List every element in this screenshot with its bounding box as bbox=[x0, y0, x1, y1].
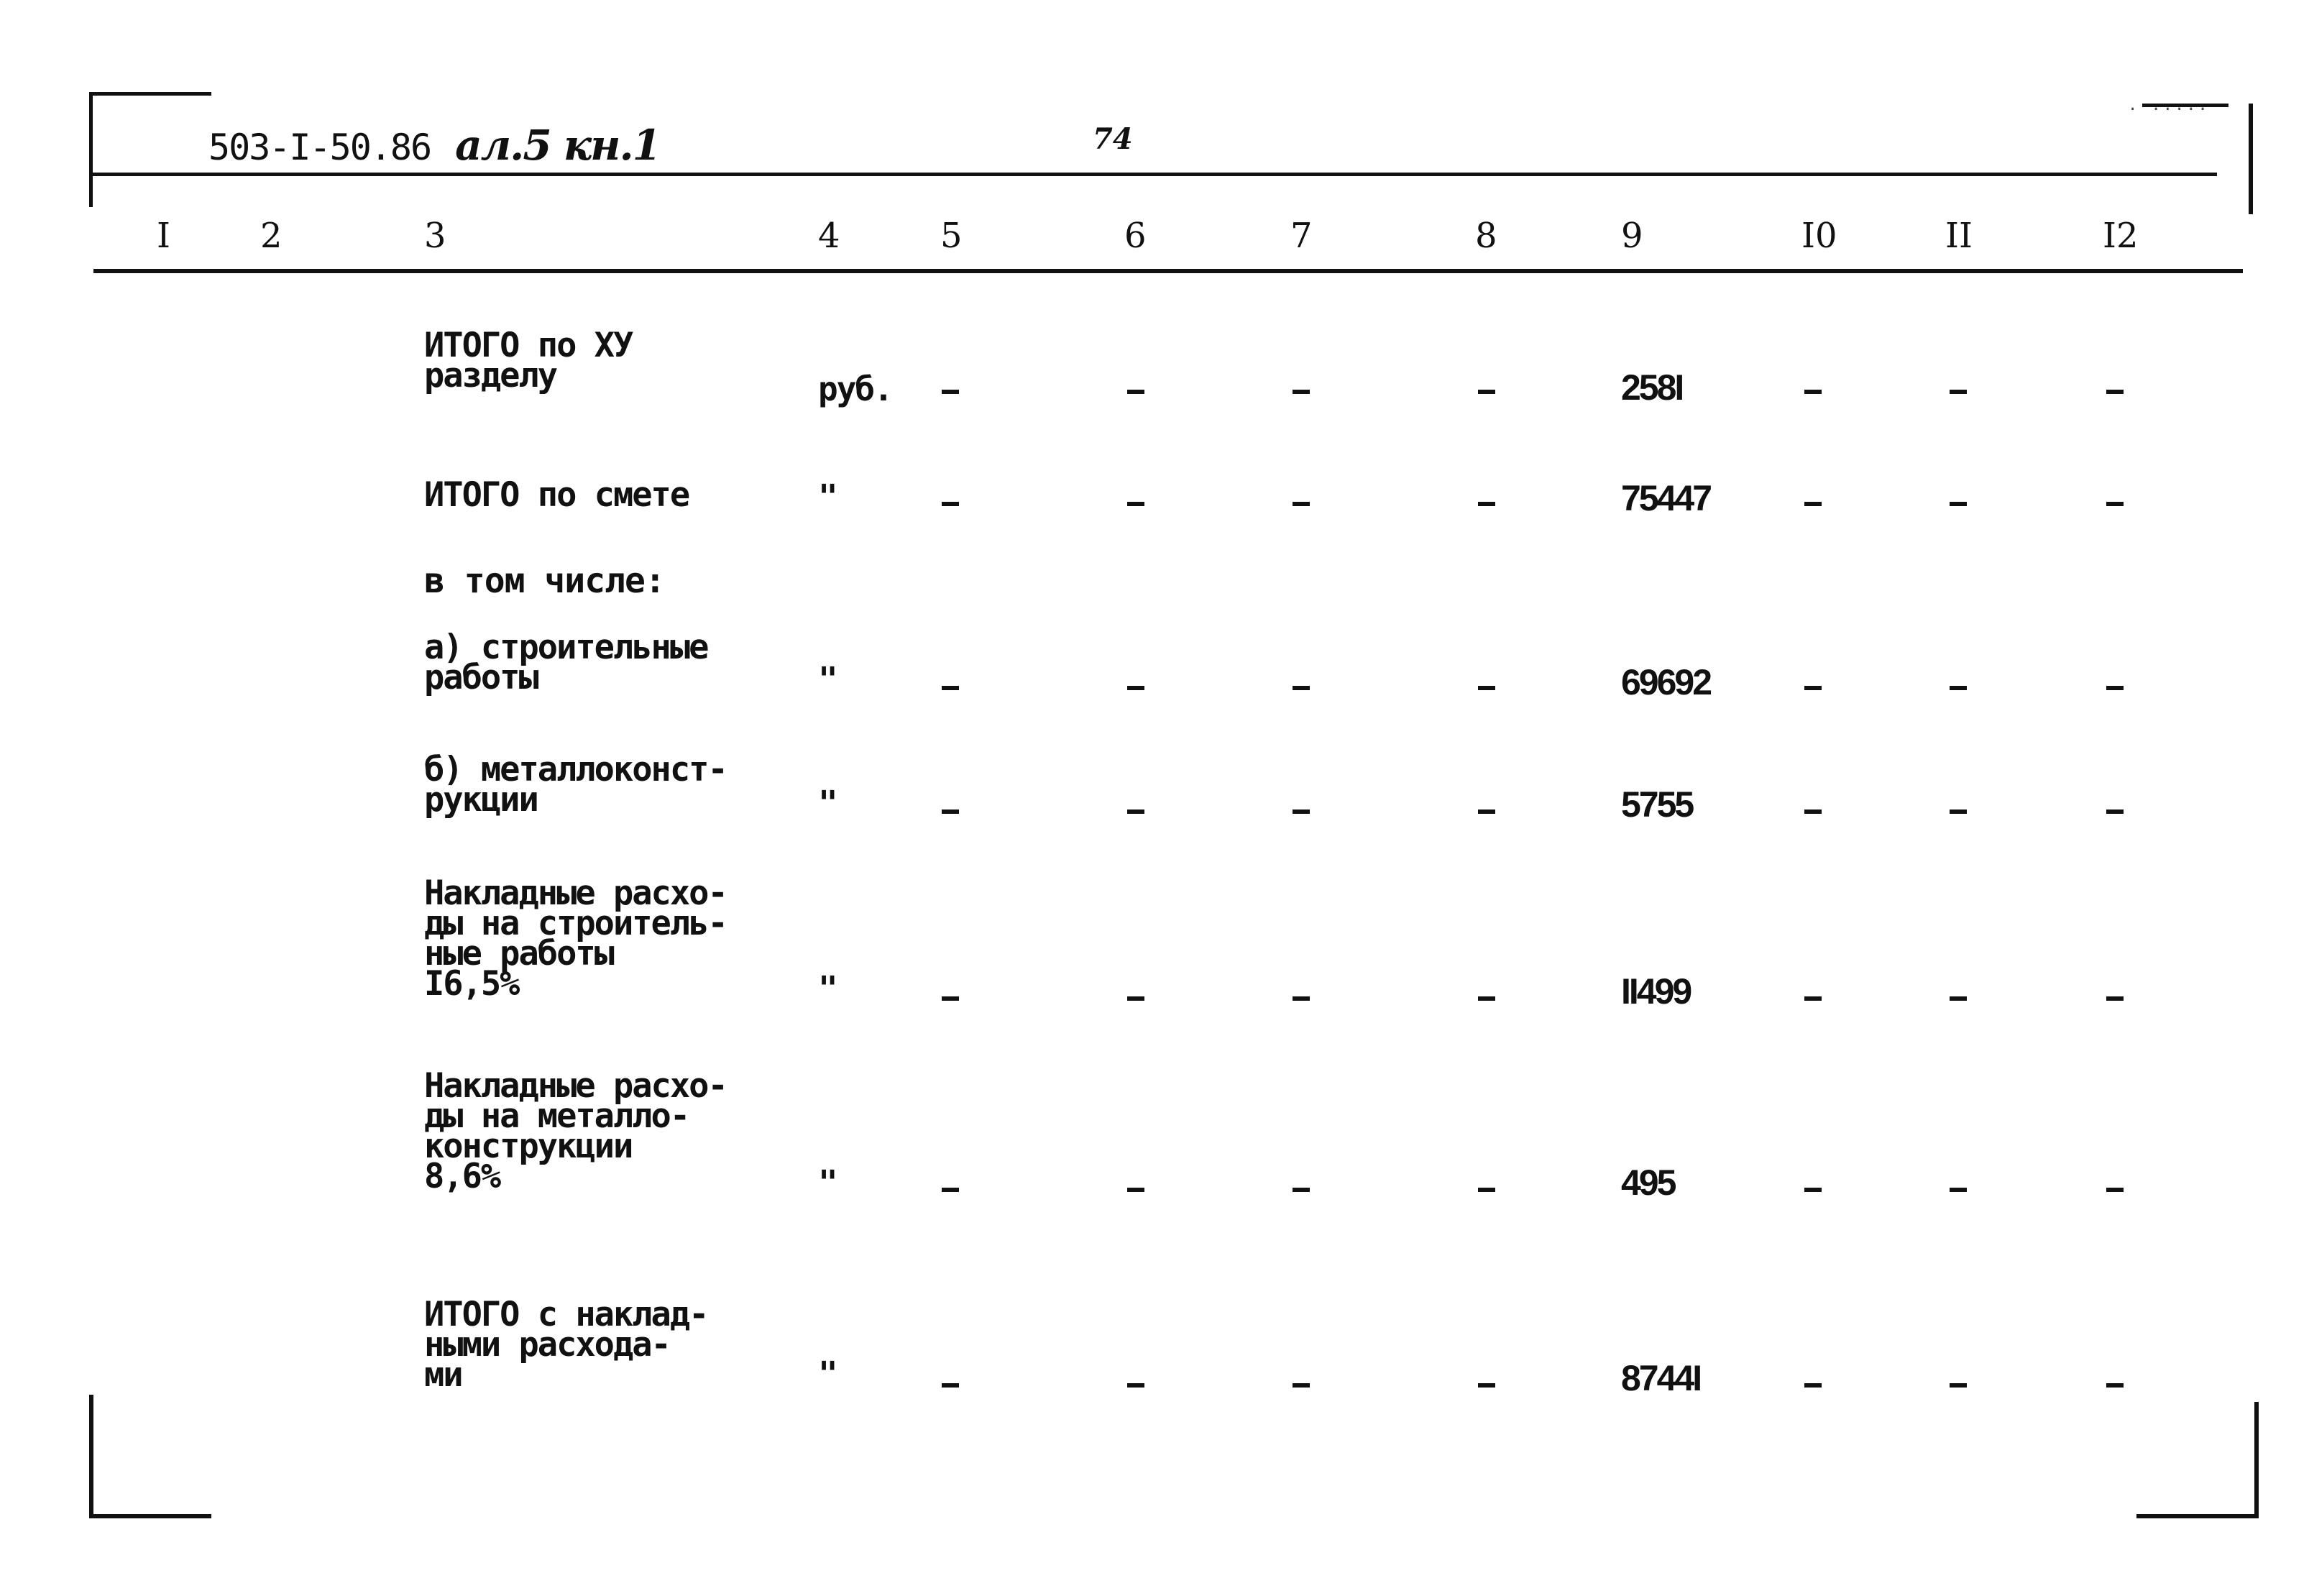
dash-col-6 bbox=[1127, 1188, 1144, 1192]
row-amount: II499 bbox=[1621, 971, 1691, 1012]
dash-col-5 bbox=[942, 502, 959, 506]
row-amount: 69692 bbox=[1621, 662, 1711, 702]
row-unit: руб. bbox=[818, 370, 892, 408]
column-header-6: 6 bbox=[1124, 216, 1147, 256]
dash-col-12 bbox=[2106, 1188, 2124, 1192]
row-amount: 495 bbox=[1621, 1162, 1675, 1203]
row-amount: 8744I bbox=[1621, 1358, 1701, 1398]
row-unit: " bbox=[818, 660, 837, 699]
document-code-handwritten: ал.5 кн.1 bbox=[455, 121, 660, 170]
frame-bottom-right-vertical bbox=[2254, 1402, 2259, 1518]
dash-col-6 bbox=[1127, 686, 1144, 690]
dash-col-5 bbox=[942, 686, 959, 690]
row-description: б) металлоконст- рукции bbox=[424, 750, 727, 820]
dash-col-5 bbox=[942, 996, 959, 1001]
dash-col-6 bbox=[1127, 502, 1144, 506]
column-header-5: 5 bbox=[940, 216, 963, 256]
row-unit: " bbox=[818, 1163, 837, 1202]
dash-col-8 bbox=[1478, 810, 1495, 814]
dash-col-12 bbox=[2106, 502, 2124, 506]
column-header-3: 3 bbox=[424, 216, 446, 256]
row-description: а) строительные работы bbox=[424, 628, 708, 697]
dash-col-10 bbox=[1804, 390, 1822, 394]
dash-col-11 bbox=[1950, 686, 1967, 690]
dash-col-10 bbox=[1804, 1188, 1822, 1192]
frame-bottom-right-horizontal bbox=[2136, 1514, 2259, 1518]
dash-col-6 bbox=[1127, 390, 1144, 394]
dash-col-10 bbox=[1804, 502, 1822, 506]
dash-col-7 bbox=[1293, 1383, 1310, 1388]
row-description: Накладные расхо- ды на металло- конструкции 8,6% bbox=[424, 1066, 727, 1196]
column-header-10: I0 bbox=[1801, 216, 1837, 256]
frame-top-left-horizontal bbox=[89, 92, 211, 96]
row-unit: " bbox=[818, 1354, 837, 1393]
frame-top-left-vertical bbox=[89, 92, 93, 207]
row-amount: 258I bbox=[1621, 367, 1683, 408]
row-unit: " bbox=[818, 784, 837, 822]
dash-col-12 bbox=[2106, 1383, 2124, 1388]
column-header-rule bbox=[93, 269, 2243, 273]
dash-col-10 bbox=[1804, 996, 1822, 1001]
corner-mark: · ····· bbox=[2128, 101, 2210, 119]
dash-col-11 bbox=[1950, 1383, 1967, 1388]
row-amount: 5755 bbox=[1621, 784, 1693, 825]
row-amount: 75447 bbox=[1621, 478, 1711, 518]
dash-col-10 bbox=[1804, 1383, 1822, 1388]
column-header-4: 4 bbox=[818, 216, 840, 256]
frame-bottom-left-vertical bbox=[89, 1395, 93, 1517]
document-code bbox=[208, 121, 660, 170]
dash-col-7 bbox=[1293, 502, 1310, 506]
dash-col-8 bbox=[1478, 686, 1495, 690]
dash-col-11 bbox=[1950, 810, 1967, 814]
dash-col-10 bbox=[1804, 686, 1822, 690]
dash-col-7 bbox=[1293, 1188, 1310, 1192]
column-header-7: 7 bbox=[1290, 216, 1313, 256]
row-description: ИТОГО с наклад- ными расхода- ми bbox=[424, 1295, 708, 1395]
dash-col-5 bbox=[942, 810, 959, 814]
dash-col-8 bbox=[1478, 1188, 1495, 1192]
column-header-8: 8 bbox=[1475, 216, 1497, 256]
dash-col-7 bbox=[1293, 390, 1310, 394]
dash-col-8 bbox=[1478, 502, 1495, 506]
dash-col-11 bbox=[1950, 390, 1967, 394]
dash-col-5 bbox=[942, 390, 959, 394]
dash-col-8 bbox=[1478, 1383, 1495, 1388]
dash-col-11 bbox=[1950, 502, 1967, 506]
column-header-11: II bbox=[1945, 216, 1973, 256]
dash-col-6 bbox=[1127, 996, 1144, 1001]
column-header-9: 9 bbox=[1621, 216, 1643, 256]
dash-col-7 bbox=[1293, 810, 1310, 814]
dash-col-8 bbox=[1478, 996, 1495, 1001]
dash-col-11 bbox=[1950, 1188, 1967, 1192]
frame-bottom-left-horizontal bbox=[89, 1514, 211, 1518]
dash-col-12 bbox=[2106, 390, 2124, 394]
row-description: ИТОГО по смете bbox=[424, 475, 689, 515]
row-unit: " bbox=[818, 969, 837, 1008]
dash-col-7 bbox=[1293, 996, 1310, 1001]
dash-col-6 bbox=[1127, 810, 1144, 814]
dash-col-10 bbox=[1804, 810, 1822, 814]
frame-top-right-vertical bbox=[2249, 104, 2253, 214]
row-description: ИТОГО по ХУ разделу bbox=[424, 326, 633, 395]
column-header-2: 2 bbox=[260, 216, 283, 256]
document-code-number: 503-I-50.86 bbox=[208, 127, 431, 168]
dash-col-11 bbox=[1950, 996, 1967, 1001]
dash-col-12 bbox=[2106, 810, 2124, 814]
column-header-12: I2 bbox=[2103, 216, 2139, 256]
dash-col-5 bbox=[942, 1383, 959, 1388]
dash-col-8 bbox=[1478, 390, 1495, 394]
row-unit: " bbox=[818, 477, 837, 516]
frame-top-rule bbox=[89, 173, 2217, 176]
dash-col-5 bbox=[942, 1188, 959, 1192]
page-number: 74 bbox=[1093, 122, 1133, 156]
row-description: Накладные расхо- ды на строитель- ные работы I6,5% bbox=[424, 873, 727, 1004]
dash-col-12 bbox=[2106, 996, 2124, 1001]
dash-col-12 bbox=[2106, 686, 2124, 690]
section-note: в том числе: bbox=[424, 561, 665, 601]
column-header-1: I bbox=[157, 216, 170, 256]
dash-col-7 bbox=[1293, 686, 1310, 690]
dash-col-6 bbox=[1127, 1383, 1144, 1388]
